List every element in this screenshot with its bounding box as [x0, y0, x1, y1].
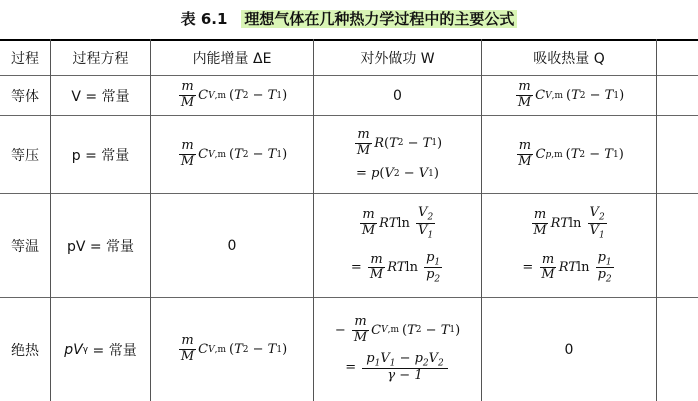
row-isobaric-equation: p = 常量	[71, 147, 130, 164]
row-adiabatic-energy-formula: $\frac{m}{M}$ C V,m ( T 2 − T 1 )	[180, 333, 288, 364]
row-isothermal-energy: 0	[227, 237, 237, 254]
row-adiabatic-process: 绝热	[11, 342, 39, 359]
header-heat: 吸收热量 Q	[533, 51, 605, 67]
row-isobaric-heat-formula: $\frac{m}{M}$ C p,m ( T 2 − T 1 )	[518, 138, 624, 169]
header-work: 对外做功 W	[360, 51, 435, 67]
row-isothermal-work-formula: $\frac{m}{M}$ RT ln $\frac{V_2}{V_1}$ = $\frac{m}{M}$ RT ln $\frac{p_1}{p_2}$	[350, 204, 441, 286]
caption-text: 理想气体在几种热力学过程中的主要公式	[241, 10, 517, 28]
row-adiabatic-work-formula: − $\frac{m}{M}$ C V,m ( T 2 − T 1 ) = $\frac{p_1V_1 - p_2V_2}{\gamma - 1}$	[334, 313, 461, 384]
row-adiabatic-equation: pV γ = 常量	[64, 341, 137, 359]
header-equation: 过程方程	[72, 51, 129, 67]
row-isochoric-heat-formula: $\frac{m}{M}$ C V,m ( T 2 − T 1 )	[517, 79, 625, 110]
caption-number: 表 6.1	[180, 10, 228, 28]
row-isobaric-energy-formula: $\frac{m}{M}$ C V,m ( T 2 − T 1 )	[180, 138, 288, 169]
row-isochoric-energy-formula: $\frac{m}{M}$ C V,m ( T 2 − T 1 )	[180, 79, 288, 110]
column-divider	[656, 39, 657, 401]
row-isothermal-process: 等温	[11, 238, 39, 255]
row-isochoric-work: 0	[393, 87, 402, 104]
table-caption	[0, 8, 698, 30]
row-isothermal-equation: pV = 常量	[66, 238, 135, 255]
row-isothermal-heat-formula: $\frac{m}{M}$ RT ln $\frac{V_2}{V_1}$ = $\frac{m}{M}$ RT ln $\frac{p_1}{p_2}$	[522, 204, 612, 286]
row-adiabatic-heat: 0	[564, 341, 574, 358]
row-isochoric-process: 等体	[11, 88, 39, 105]
header-energy: 内能增量 ΔE	[192, 51, 272, 67]
row-isobaric-work-formula: $\frac{m}{M}$ R ( T 2 − T 1 ) = p ( V 2 − V 1 )	[356, 126, 443, 182]
header-process: 过程	[11, 51, 39, 67]
row-isobaric-process: 等压	[11, 147, 39, 164]
row-isochoric-equation: V = 常量	[71, 88, 130, 105]
